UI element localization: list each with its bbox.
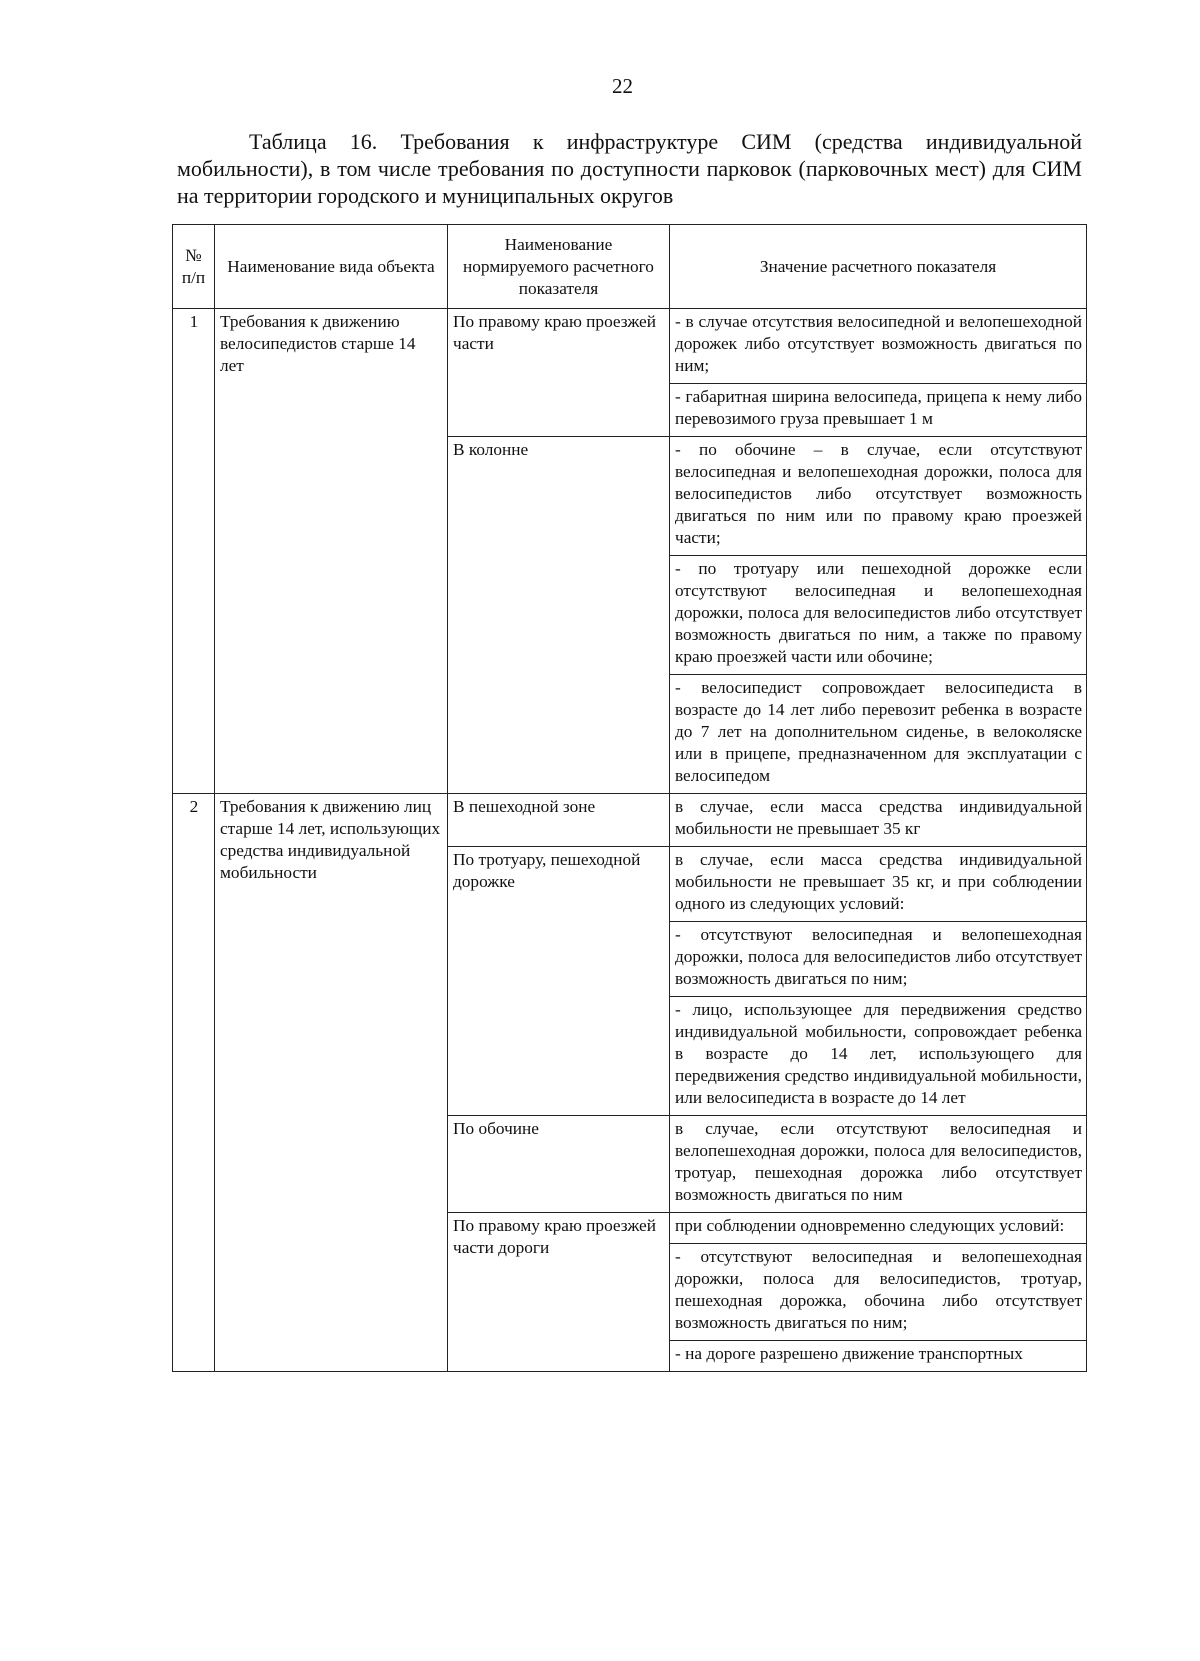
indicator-value: - по тротуару или пешеходной дорожке если отсутствуют велосипедная и велопешеходная дорожки, полоса для велосипедистов либо отсутствует возможность двигаться по ним, а также по правому краю проезжей части или обочине; <box>670 556 1087 675</box>
row-number: 1 <box>173 309 215 794</box>
indicator-value: - лицо, использующее для передвижения средство индивидуальной мобильности, сопровождает ребенка в возрасте до 14 лет, использующего для передвижения средство индивидуальной мобильности, или велосипедиста в возрасте до 14 лет <box>670 997 1087 1116</box>
header-num: № п/п <box>173 225 215 309</box>
indicator-value: при соблюдении одновременно следующих условий: <box>670 1213 1087 1244</box>
indicator-name: В колонне <box>448 437 670 794</box>
header-object-name: Наименование вида объекта <box>215 225 448 309</box>
indicator-value: - в случае отсутствия велосипедной и велопешеходной дорожек либо отсутствует возможность двигаться по ним; <box>670 309 1087 384</box>
indicator-value: в случае, если масса средства индивидуальной мобильности не превышает 35 кг <box>670 794 1087 847</box>
requirements-table <box>172 224 1087 1372</box>
indicator-name: По правому краю проезжей части дороги <box>448 1213 670 1372</box>
indicator-value: в случае, если отсутствуют велосипедная и велопешеходная дорожки, полоса для велосипедистов, тротуар, пешеходная дорожка либо отсутствует возможность двигаться по ним <box>670 1116 1087 1213</box>
indicator-value: - на дороге разрешено движение транспортных <box>670 1341 1087 1372</box>
table-header-row <box>173 225 1087 309</box>
row-number: 2 <box>173 794 215 1372</box>
page-number: 22 <box>612 74 633 98</box>
indicator-value: - велосипедист сопровождает велосипедиста в возрасте до 14 лет либо перевозит ребенка в возрасте до 7 лет на дополнительном сиденье, в велоколяске или в прицепе, предназначенном для эксплуатации с велосипедом <box>670 675 1087 794</box>
indicator-value: - отсутствуют велосипедная и велопешеходная дорожки, полоса для велосипедистов либо отсутствует возможность двигаться по ним; <box>670 922 1087 997</box>
indicator-name: По правому краю проезжей части <box>448 309 670 437</box>
indicator-name: По обочине <box>448 1116 670 1213</box>
indicator-value: - отсутствуют велосипедная и велопешеходная дорожки, полоса для велосипедистов, тротуар, пешеходная дорожка, обочина либо отсутствует возможность двигаться по ним; <box>670 1244 1087 1341</box>
object-name: Требования к движению велосипедистов старше 14 лет <box>215 309 448 794</box>
table-row <box>173 794 1087 847</box>
indicator-value: в случае, если масса средства индивидуальной мобильности не превышает 35 кг, и при соблюдении одного из следующих условий: <box>670 847 1087 922</box>
header-value: Значение расчетного показателя <box>670 225 1087 309</box>
indicator-name: По тротуару, пешеходной дорожке <box>448 847 670 1116</box>
table-row <box>173 309 1087 384</box>
table-caption: Таблица 16. Требования к инфраструктуре СИМ (средства индивидуальной мобильности), в том числе требования по доступности парковок (парковочных мест) для СИМ на территории городского и муниципальных округов <box>177 129 1082 208</box>
indicator-name: В пешеходной зоне <box>448 794 670 847</box>
indicator-value: - по обочине – в случае, если отсутствуют велосипедная и велопешеходная дорожки, полоса для велосипедистов либо отсутствует возможность двигаться по ним или по правому краю проезжей части; <box>670 437 1087 556</box>
indicator-value: - габаритная ширина велосипеда, прицепа к нему либо перевозимого груза превышает 1 м <box>670 384 1087 437</box>
header-indicator: Наименование нормируемого расчетного показателя <box>448 225 670 309</box>
object-name: Требования к движению лиц старше 14 лет, использующих средства индивидуальной мобильности <box>215 794 448 1372</box>
